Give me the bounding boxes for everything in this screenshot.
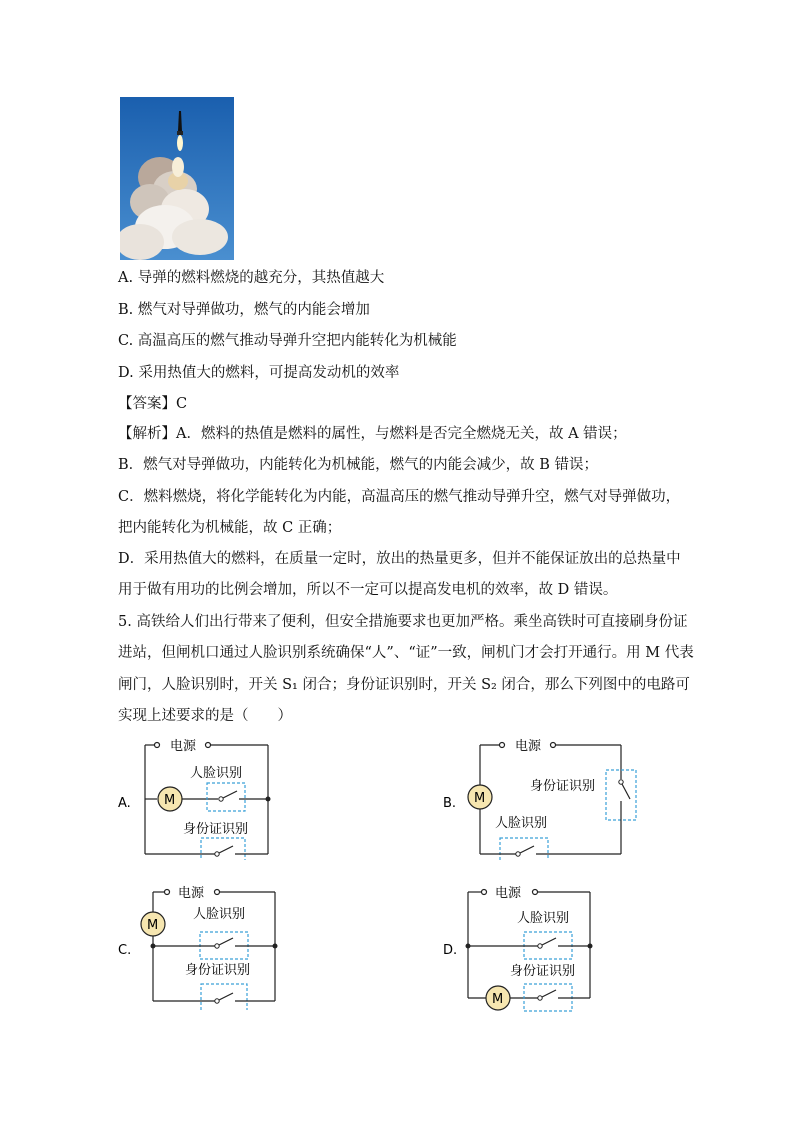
power-label: 电源 [515,739,542,754]
id-label: 身份证识别 [183,822,249,837]
option-c: C. 高温高压的燃气推动导弹升空把内能转化为机械能 [118,333,457,349]
analysis-line: 【解析】A．燃料的热值是燃料的属性，与燃料是否完全燃烧无关，故 A 错误； [118,426,627,442]
question-5-line: 闸门，人脸识别时，开关 S₁ 闭合；身份证识别时，开关 S₂ 闭合，那么下列图中的电路可 [118,677,690,693]
answer: 【答案】C [118,396,188,412]
question-5-line: 5. 高铁给人们出行带来了便利，但安全措施要求也更加严格。乘坐高铁时可直接刷身份证 [118,614,688,630]
analysis-line: C．燃料燃烧，将化学能转化为内能，高温高压的燃气推动导弹升空，燃气对导弹做功， [118,489,681,505]
motor-label: M [474,791,486,806]
switch-box [500,838,548,860]
question-5-line: 实现上述要求的是（ ） [118,708,292,724]
face-label: 人脸识别 [495,816,548,831]
analysis-line: 用于做有用功的比例会增加，所以不一定可以提高发电机的效率，故 D 错误。 [118,582,618,598]
face-label: 人脸识别 [190,766,243,781]
circuit-d [440,880,610,1019]
motor-label: M [147,918,159,933]
question-5-line: 进站，但闸机口通过人脸识别系统确保“人”、“证”一致，闸机门才会打开通行。用 M 代表 [118,645,694,661]
motor-label: M [492,992,504,1007]
option-d: D. 采用热值大的燃料，可提高发动机的效率 [118,365,400,381]
analysis-line: 把内能转化为机械能，故 C 正确； [118,520,342,536]
option-label-d: D. [443,943,458,958]
power-label: 电源 [495,886,522,901]
circuit-b [440,735,645,864]
option-label-b: B. [443,796,457,811]
circuit-a [115,735,285,864]
motor-label: M [164,793,176,808]
option-label-a: A. [118,796,131,811]
switch-box [201,838,245,860]
face-label: 人脸识别 [517,911,570,926]
option-label-c: C. [118,943,132,958]
option-b: B. 燃气对导弹做功，燃气的内能会增加 [118,302,370,318]
id-label: 身份证识别 [185,963,251,978]
power-label: 电源 [178,886,205,901]
circuit-c [115,880,290,1014]
analysis-line: D．采用热值大的燃料，在质量一定时，放出的热量更多，但并不能保证放出的总热量中 [118,551,681,567]
analysis-line: B．燃气对导弹做功，内能转化为机械能，燃气的内能会减少，故 B 错误； [118,457,599,473]
missile-launch-photo [120,97,234,260]
option-a: A. 导弹的燃料燃烧的越充分，其热值越大 [118,270,385,286]
face-label: 人脸识别 [193,907,246,922]
power-label: 电源 [170,739,197,754]
id-label: 身份证识别 [530,779,596,794]
id-label: 身份证识别 [510,964,576,979]
